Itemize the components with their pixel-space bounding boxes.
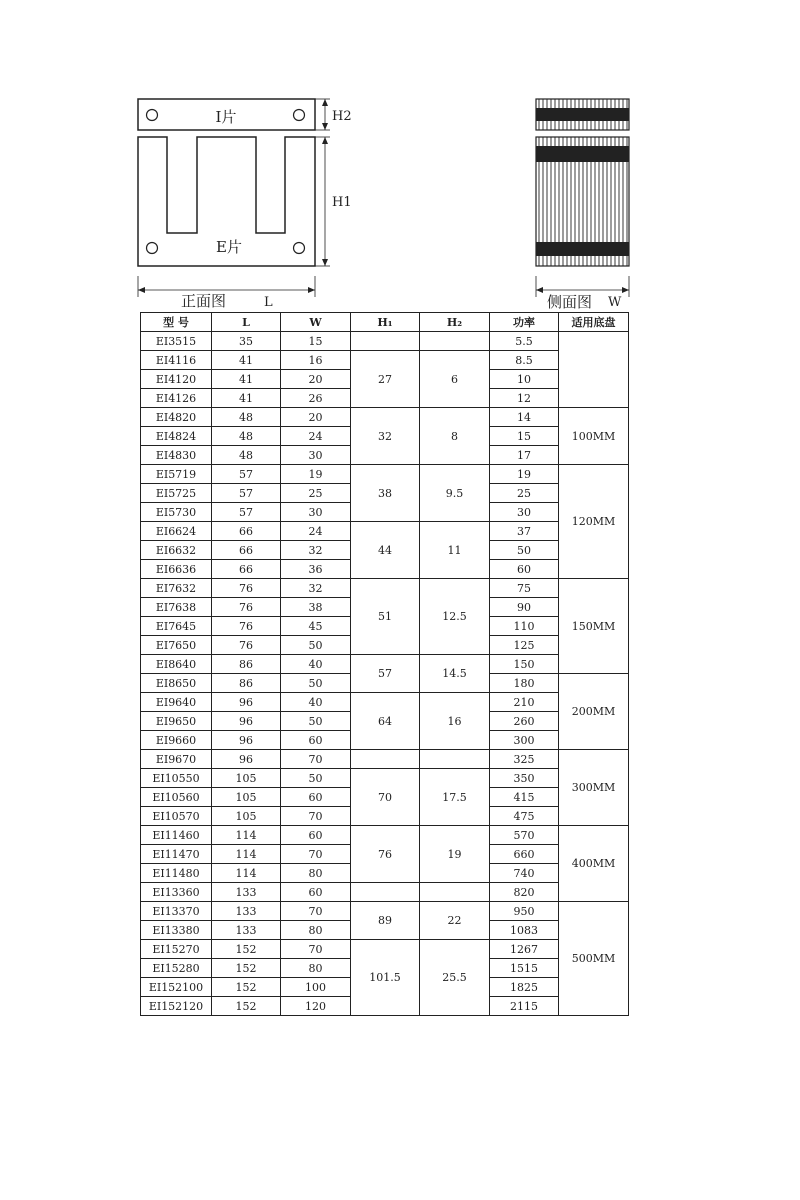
h2-cell: 22 — [420, 902, 490, 940]
model-cell: EI6636 — [141, 560, 212, 579]
header-chassis: 适用底盘 — [559, 313, 629, 332]
front-view-caption: 正面图 — [181, 292, 227, 310]
l-cell: 66 — [212, 560, 281, 579]
table-row — [141, 769, 629, 788]
l-cell: 105 — [212, 807, 281, 826]
power-cell: 475 — [490, 807, 559, 826]
header-model: 型 号 — [141, 313, 212, 332]
header-l: L — [212, 313, 281, 332]
h2-cell: 16 — [420, 693, 490, 750]
l-cell: 96 — [212, 731, 281, 750]
model-cell: EI13360 — [141, 883, 212, 902]
model-cell: EI11460 — [141, 826, 212, 845]
model-cell: EI4116 — [141, 351, 212, 370]
l-cell: 57 — [212, 465, 281, 484]
model-cell: EI4820 — [141, 408, 212, 427]
l-cell: 76 — [212, 617, 281, 636]
h2-cell — [420, 332, 490, 351]
l-cell: 41 — [212, 389, 281, 408]
table-row — [141, 750, 629, 769]
power-cell: 350 — [490, 769, 559, 788]
model-cell: EI5719 — [141, 465, 212, 484]
power-cell: 325 — [490, 750, 559, 769]
header-power: 功率 — [490, 313, 559, 332]
l-cell: 105 — [212, 769, 281, 788]
w-cell: 70 — [281, 807, 351, 826]
w-cell: 50 — [281, 636, 351, 655]
power-cell: 1825 — [490, 978, 559, 997]
w-cell: 70 — [281, 750, 351, 769]
l-cell: 152 — [212, 959, 281, 978]
l-cell: 133 — [212, 921, 281, 940]
chassis-cell: 150MM — [559, 579, 629, 674]
power-cell: 1267 — [490, 940, 559, 959]
h2-cell — [420, 750, 490, 769]
w-cell: 60 — [281, 826, 351, 845]
header-h2: H₂ — [420, 313, 490, 332]
power-cell: 15 — [490, 427, 559, 446]
w-cell: 80 — [281, 864, 351, 883]
e-piece-label: E片 — [216, 238, 242, 256]
power-cell: 740 — [490, 864, 559, 883]
l-cell: 105 — [212, 788, 281, 807]
model-cell: EI9660 — [141, 731, 212, 750]
model-cell: EI5730 — [141, 503, 212, 522]
chassis-cell: 200MM — [559, 674, 629, 750]
model-cell: EI5725 — [141, 484, 212, 503]
header-h1: H₁ — [351, 313, 420, 332]
core-diagram-svg — [0, 0, 800, 315]
w-cell: 40 — [281, 693, 351, 712]
l-cell: 86 — [212, 655, 281, 674]
h1-cell: 70 — [351, 769, 420, 826]
ei-core-spec-table — [140, 312, 629, 1016]
power-cell: 50 — [490, 541, 559, 560]
table-row — [141, 465, 629, 484]
power-cell: 415 — [490, 788, 559, 807]
h2-cell: 11 — [420, 522, 490, 579]
w-cell: 19 — [281, 465, 351, 484]
power-cell: 2115 — [490, 997, 559, 1016]
h1-cell: 27 — [351, 351, 420, 408]
h2-cell — [420, 883, 490, 902]
table-row — [141, 826, 629, 845]
chassis-cell: 120MM — [559, 465, 629, 579]
w-cell: 30 — [281, 446, 351, 465]
w-cell: 16 — [281, 351, 351, 370]
w-cell: 60 — [281, 883, 351, 902]
model-cell: EI13370 — [141, 902, 212, 921]
power-cell: 660 — [490, 845, 559, 864]
model-cell: EI7638 — [141, 598, 212, 617]
w-cell: 25 — [281, 484, 351, 503]
model-cell: EI10560 — [141, 788, 212, 807]
w-cell: 36 — [281, 560, 351, 579]
w-cell: 70 — [281, 902, 351, 921]
model-cell: EI9650 — [141, 712, 212, 731]
power-cell: 90 — [490, 598, 559, 617]
h2-cell: 6 — [420, 351, 490, 408]
model-cell: EI10550 — [141, 769, 212, 788]
h2-cell: 12.5 — [420, 579, 490, 655]
model-cell: EI4830 — [141, 446, 212, 465]
h1-cell — [351, 883, 420, 902]
power-cell: 19 — [490, 465, 559, 484]
w-cell: 60 — [281, 788, 351, 807]
l-cell: 41 — [212, 351, 281, 370]
l-cell: 57 — [212, 503, 281, 522]
l-cell: 86 — [212, 674, 281, 693]
w-cell: 45 — [281, 617, 351, 636]
h1-label: H1 — [332, 195, 352, 210]
h1-cell: 44 — [351, 522, 420, 579]
h1-cell — [351, 750, 420, 769]
power-cell: 17 — [490, 446, 559, 465]
power-cell: 950 — [490, 902, 559, 921]
h1-cell: 101.5 — [351, 940, 420, 1016]
w-cell: 38 — [281, 598, 351, 617]
h1-cell: 76 — [351, 826, 420, 883]
l-cell: 114 — [212, 826, 281, 845]
model-cell: EI7650 — [141, 636, 212, 655]
model-cell: EI10570 — [141, 807, 212, 826]
power-cell: 210 — [490, 693, 559, 712]
w-cell: 40 — [281, 655, 351, 674]
l-cell: 114 — [212, 845, 281, 864]
w-cell: 70 — [281, 845, 351, 864]
l-cell: 152 — [212, 997, 281, 1016]
w-cell: 24 — [281, 522, 351, 541]
side-view-caption: 侧面图 — [547, 293, 593, 311]
model-cell: EI9670 — [141, 750, 212, 769]
table-row — [141, 408, 629, 427]
h1-cell: 57 — [351, 655, 420, 693]
l-cell: 96 — [212, 712, 281, 731]
h1-cell: 51 — [351, 579, 420, 655]
table-row — [141, 655, 629, 674]
l-cell: 114 — [212, 864, 281, 883]
table-row — [141, 883, 629, 902]
power-cell: 260 — [490, 712, 559, 731]
model-cell: EI152100 — [141, 978, 212, 997]
model-cell: EI152120 — [141, 997, 212, 1016]
w-cell: 20 — [281, 370, 351, 389]
table-row — [141, 940, 629, 959]
h1-cell: 38 — [351, 465, 420, 522]
h2-label: H2 — [332, 109, 352, 124]
table-row — [141, 579, 629, 598]
table-row — [141, 332, 629, 351]
power-cell: 30 — [490, 503, 559, 522]
w-cell: 60 — [281, 731, 351, 750]
w-cell: 50 — [281, 674, 351, 693]
l-cell: 133 — [212, 902, 281, 921]
w-cell: 20 — [281, 408, 351, 427]
w-cell: 80 — [281, 921, 351, 940]
model-cell: EI11480 — [141, 864, 212, 883]
model-cell: EI13380 — [141, 921, 212, 940]
power-cell: 10 — [490, 370, 559, 389]
model-cell: EI15280 — [141, 959, 212, 978]
model-cell: EI7645 — [141, 617, 212, 636]
model-cell: EI4120 — [141, 370, 212, 389]
w-cell: 26 — [281, 389, 351, 408]
core-diagrams — [0, 0, 800, 315]
model-cell: EI15270 — [141, 940, 212, 959]
side-view — [536, 99, 629, 266]
w-cell: 80 — [281, 959, 351, 978]
chassis-cell — [559, 332, 629, 408]
l-label: L — [264, 295, 273, 310]
l-cell: 57 — [212, 484, 281, 503]
l-cell: 76 — [212, 598, 281, 617]
power-cell: 37 — [490, 522, 559, 541]
model-cell: EI8640 — [141, 655, 212, 674]
i-piece-label: I片 — [215, 108, 237, 126]
chassis-cell: 400MM — [559, 826, 629, 902]
w-cell: 24 — [281, 427, 351, 446]
model-cell: EI6632 — [141, 541, 212, 560]
l-cell: 41 — [212, 370, 281, 389]
w-cell: 50 — [281, 712, 351, 731]
l-cell: 152 — [212, 978, 281, 997]
l-cell: 66 — [212, 522, 281, 541]
power-cell: 25 — [490, 484, 559, 503]
chassis-cell: 500MM — [559, 902, 629, 1016]
power-cell: 570 — [490, 826, 559, 845]
model-cell: EI8650 — [141, 674, 212, 693]
table-row — [141, 902, 629, 921]
l-cell: 133 — [212, 883, 281, 902]
power-cell: 180 — [490, 674, 559, 693]
w-cell: 30 — [281, 503, 351, 522]
chassis-cell: 100MM — [559, 408, 629, 465]
h2-cell: 19 — [420, 826, 490, 883]
table-header-row — [141, 313, 629, 332]
w-cell: 70 — [281, 940, 351, 959]
power-cell: 60 — [490, 560, 559, 579]
w-cell: 15 — [281, 332, 351, 351]
l-cell: 76 — [212, 636, 281, 655]
power-cell: 12 — [490, 389, 559, 408]
model-cell: EI11470 — [141, 845, 212, 864]
model-cell: EI3515 — [141, 332, 212, 351]
power-cell: 5.5 — [490, 332, 559, 351]
l-cell: 48 — [212, 408, 281, 427]
power-cell: 150 — [490, 655, 559, 674]
h2-cell: 9.5 — [420, 465, 490, 522]
w-cell: 50 — [281, 769, 351, 788]
model-cell: EI7632 — [141, 579, 212, 598]
w-cell: 32 — [281, 541, 351, 560]
model-cell: EI4126 — [141, 389, 212, 408]
h2-cell: 25.5 — [420, 940, 490, 1016]
chassis-cell: 300MM — [559, 750, 629, 826]
h2-cell: 8 — [420, 408, 490, 465]
power-cell: 1083 — [490, 921, 559, 940]
power-cell: 8.5 — [490, 351, 559, 370]
power-cell: 14 — [490, 408, 559, 427]
w-label: W — [608, 295, 622, 310]
h1-cell: 89 — [351, 902, 420, 940]
l-cell: 152 — [212, 940, 281, 959]
power-cell: 125 — [490, 636, 559, 655]
table-row — [141, 522, 629, 541]
power-cell: 75 — [490, 579, 559, 598]
l-cell: 96 — [212, 750, 281, 769]
table-row — [141, 351, 629, 370]
l-cell: 48 — [212, 446, 281, 465]
table-row — [141, 693, 629, 712]
h1-cell — [351, 332, 420, 351]
header-w: W — [281, 313, 351, 332]
power-cell: 110 — [490, 617, 559, 636]
h1-cell: 64 — [351, 693, 420, 750]
l-cell: 48 — [212, 427, 281, 446]
model-cell: EI4824 — [141, 427, 212, 446]
h2-cell: 17.5 — [420, 769, 490, 826]
power-cell: 300 — [490, 731, 559, 750]
w-cell: 100 — [281, 978, 351, 997]
h1-cell: 32 — [351, 408, 420, 465]
w-cell: 120 — [281, 997, 351, 1016]
l-cell: 96 — [212, 693, 281, 712]
l-cell: 35 — [212, 332, 281, 351]
model-cell: EI6624 — [141, 522, 212, 541]
power-cell: 1515 — [490, 959, 559, 978]
model-cell: EI9640 — [141, 693, 212, 712]
power-cell: 820 — [490, 883, 559, 902]
w-cell: 32 — [281, 579, 351, 598]
l-cell: 66 — [212, 541, 281, 560]
h2-cell: 14.5 — [420, 655, 490, 693]
l-cell: 76 — [212, 579, 281, 598]
